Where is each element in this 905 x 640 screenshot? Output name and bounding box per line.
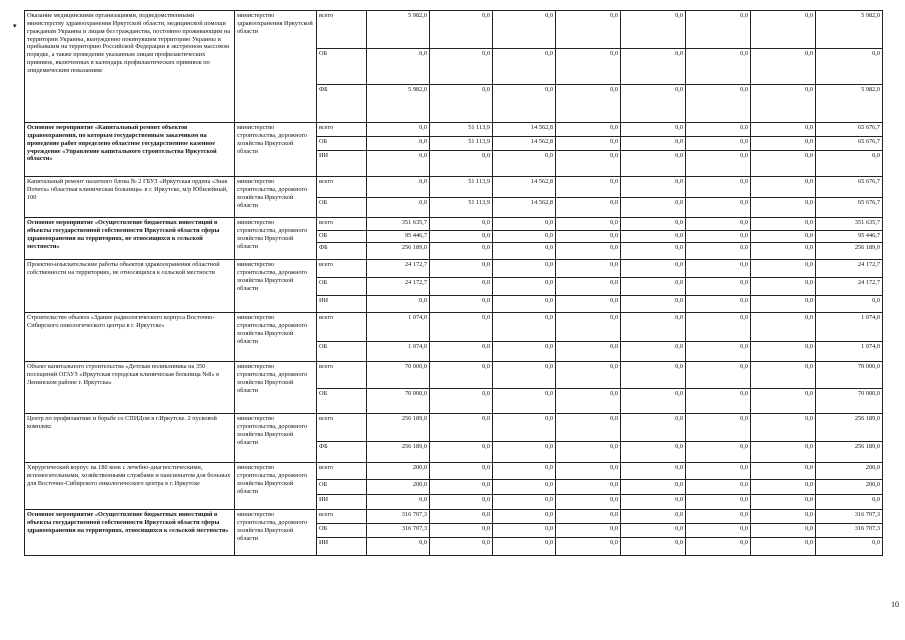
funding-source: всего (317, 260, 367, 278)
value-cell: 70 000,0 (367, 389, 430, 414)
value-cell: 0,0 (556, 137, 621, 151)
total-value-cell: 24 172,7 (816, 278, 883, 296)
funding-source: ИИ (317, 296, 367, 313)
value-cell: 0,0 (556, 538, 621, 556)
funding-source: ОБ (317, 198, 367, 218)
value-cell: 0,0 (367, 123, 430, 137)
value-cell: 0,0 (430, 480, 493, 495)
value-cell: 0,0 (493, 231, 556, 243)
value-cell: 0,0 (751, 510, 816, 524)
value-cell: 0,0 (556, 414, 621, 442)
responsible-executor: министерство строительства, дорожного хозяйства Иркутской области (235, 510, 317, 556)
value-cell: 5 982,0 (367, 85, 430, 123)
value-cell: 0,0 (556, 278, 621, 296)
value-cell: 0,0 (430, 414, 493, 442)
value-cell: 0,0 (430, 49, 493, 85)
value-cell: 0,0 (686, 442, 751, 463)
activity-description: Оказание медицинскими организациями, подведомственными министерству здравоохранения Иркутской области, медицинской помощи гражданам Украины и лицам без гражданства, постоянно проживающим на территории Украины, вынужденно покинувшим территорию Украины и прибывшим на территорию Российской Федерации в экстренном массовом порядке, а также проведение указанным лицам профилактических прививок, включенных в календарь профилактических прививок по эпидемическим показаниям (25, 11, 235, 123)
value-cell: 0,0 (367, 151, 430, 177)
value-cell: 0,0 (493, 85, 556, 123)
value-cell: 0,0 (686, 495, 751, 510)
value-cell: 1 074,0 (367, 313, 430, 342)
value-cell: 316 707,3 (367, 524, 430, 538)
value-cell: 256 189,0 (367, 414, 430, 442)
responsible-executor: министерство строительства, дорожного хозяйства Иркутской области (235, 123, 317, 177)
value-cell: 0,0 (367, 198, 430, 218)
value-cell: 0,0 (621, 463, 686, 480)
value-cell: 0,0 (751, 463, 816, 480)
value-cell: 0,0 (751, 524, 816, 538)
value-cell: 0,0 (430, 510, 493, 524)
value-cell: 0,0 (686, 524, 751, 538)
value-cell: 14 562,8 (493, 137, 556, 151)
value-cell: 0,0 (621, 510, 686, 524)
value-cell: 0,0 (367, 495, 430, 510)
total-value-cell: 256 189,0 (816, 442, 883, 463)
value-cell: 0,0 (621, 137, 686, 151)
activity-description: Основное мероприятие «Капитальный ремонт объектов здравоохранения, по которым государственным заказчиком на проведение работ определено областное государственное казенное учреждение «Управление капитального строительства Иркутской области» (25, 123, 235, 177)
value-cell: 14 562,8 (493, 198, 556, 218)
funding-source: всего (317, 218, 367, 231)
funding-source: ОБ (317, 137, 367, 151)
activity-description: Основное мероприятие «Осуществление бюджетных инвестиций в объекты государственной собственности Иркутской области сферы здравоохранения на территориях, не относящихся к сельской местности» (25, 218, 235, 260)
value-cell: 0,0 (493, 362, 556, 389)
value-cell: 0,0 (621, 85, 686, 123)
value-cell: 0,0 (556, 231, 621, 243)
budget-table-body (25, 11, 883, 556)
value-cell: 0,0 (621, 296, 686, 313)
value-cell: 0,0 (621, 123, 686, 137)
value-cell: 0,0 (751, 342, 816, 362)
total-value-cell: 5 982,0 (816, 11, 883, 49)
value-cell: 0,0 (556, 342, 621, 362)
value-cell: 0,0 (556, 510, 621, 524)
funding-source: всего (317, 414, 367, 442)
value-cell: 24 172,7 (367, 278, 430, 296)
value-cell: 0,0 (686, 151, 751, 177)
funding-source: ИИ (317, 151, 367, 177)
value-cell: 0,0 (621, 538, 686, 556)
value-cell: 0,0 (430, 463, 493, 480)
activity-description: Проектно-изыскательские работы объектов здравоохранения областной собственности на территориях, не относящихся к сельской местности (25, 260, 235, 313)
value-cell: 0,0 (430, 243, 493, 260)
value-cell: 0,0 (556, 198, 621, 218)
value-cell: 0,0 (686, 389, 751, 414)
value-cell: 0,0 (430, 313, 493, 342)
value-cell: 0,0 (493, 11, 556, 49)
value-cell: 0,0 (751, 177, 816, 198)
funding-source: ФБ (317, 442, 367, 463)
value-cell: 0,0 (556, 49, 621, 85)
value-cell: 200,0 (367, 480, 430, 495)
table-row (25, 177, 883, 198)
value-cell: 0,0 (621, 389, 686, 414)
total-value-cell: 200,0 (816, 480, 883, 495)
funding-source: всего (317, 313, 367, 342)
value-cell: 14 562,8 (493, 177, 556, 198)
value-cell: 0,0 (751, 123, 816, 137)
value-cell: 0,0 (686, 362, 751, 389)
value-cell: 0,0 (556, 151, 621, 177)
responsible-executor: министерство строительства, дорожного хозяйства Иркутской области (235, 177, 317, 218)
funding-source: всего (317, 362, 367, 389)
total-value-cell: 0,0 (816, 538, 883, 556)
total-value-cell: 0,0 (816, 296, 883, 313)
activity-description: Хирургический корпус на 180 коек с лечебно-диагностическими, вспомогательными, хозяйственными службами и пансионатом для больных для Восточно-Сибирского онкологического центра в г. Иркутске (25, 463, 235, 510)
value-cell: 0,0 (556, 11, 621, 49)
total-value-cell: 0,0 (816, 495, 883, 510)
funding-source: ИИ (317, 538, 367, 556)
total-value-cell: 5 982,0 (816, 85, 883, 123)
value-cell: 0,0 (686, 123, 751, 137)
table-row (25, 260, 883, 278)
value-cell: 0,0 (493, 313, 556, 342)
funding-source: ОБ (317, 524, 367, 538)
value-cell: 0,0 (686, 177, 751, 198)
value-cell: 5 982,0 (367, 11, 430, 49)
value-cell: 51 113,9 (430, 198, 493, 218)
responsible-executor: министерство строительства, дорожного хозяйства Иркутской области (235, 260, 317, 313)
value-cell: 0,0 (621, 495, 686, 510)
value-cell: 0,0 (686, 260, 751, 278)
value-cell: 0,0 (751, 231, 816, 243)
value-cell: 0,0 (751, 389, 816, 414)
total-value-cell: 24 172,7 (816, 260, 883, 278)
funding-source: ОБ (317, 49, 367, 85)
value-cell: 0,0 (556, 243, 621, 260)
funding-source: всего (317, 11, 367, 49)
value-cell: 0,0 (556, 177, 621, 198)
value-cell: 0,0 (493, 538, 556, 556)
value-cell: 256 189,0 (367, 442, 430, 463)
value-cell: 0,0 (686, 480, 751, 495)
value-cell: 0,0 (430, 296, 493, 313)
value-cell: 0,0 (686, 198, 751, 218)
value-cell: 256 189,0 (367, 243, 430, 260)
value-cell: 0,0 (751, 313, 816, 342)
total-value-cell: 316 707,3 (816, 510, 883, 524)
value-cell: 51 113,9 (430, 177, 493, 198)
table-row (25, 218, 883, 231)
page-number: 10 (891, 600, 899, 609)
value-cell: 0,0 (493, 342, 556, 362)
value-cell: 0,0 (686, 85, 751, 123)
value-cell: 24 172,7 (367, 260, 430, 278)
value-cell: 0,0 (621, 151, 686, 177)
total-value-cell: 256 189,0 (816, 243, 883, 260)
total-value-cell: 65 676,7 (816, 177, 883, 198)
value-cell: 0,0 (556, 313, 621, 342)
value-cell: 0,0 (493, 510, 556, 524)
activity-description: Объект капитального строительства «Детская поликлиника на 350 посещений ОГАУЗ «Иркутская городская клиническая больница №8» в Ленинском районе г. Иркутска» (25, 362, 235, 414)
value-cell: 0,0 (686, 414, 751, 442)
value-cell: 0,0 (367, 296, 430, 313)
value-cell: 0,0 (751, 243, 816, 260)
table-row (25, 11, 883, 49)
value-cell: 0,0 (556, 389, 621, 414)
value-cell: 0,0 (493, 49, 556, 85)
funding-source: ОБ (317, 231, 367, 243)
value-cell: 0,0 (751, 414, 816, 442)
table-row (25, 463, 883, 480)
value-cell: 0,0 (556, 524, 621, 538)
value-cell: 0,0 (556, 85, 621, 123)
value-cell: 0,0 (751, 85, 816, 123)
value-cell: 0,0 (556, 362, 621, 389)
value-cell: 0,0 (430, 342, 493, 362)
value-cell: 14 562,8 (493, 123, 556, 137)
value-cell: 0,0 (493, 278, 556, 296)
value-cell: 0,0 (751, 198, 816, 218)
value-cell: 0,0 (430, 389, 493, 414)
table-row (25, 362, 883, 389)
value-cell: 0,0 (430, 442, 493, 463)
responsible-executor: министерство строительства, дорожного хозяйства Иркутской области (235, 463, 317, 510)
value-cell: 0,0 (751, 495, 816, 510)
value-cell: 0,0 (621, 278, 686, 296)
activity-description: Центр по профилактике и борьбе со СПИДом в г.Иркутске. 2 пусковой комплекс (25, 414, 235, 463)
value-cell: 0,0 (751, 137, 816, 151)
value-cell: 200,0 (367, 463, 430, 480)
total-value-cell: 65 676,7 (816, 137, 883, 151)
value-cell: 0,0 (751, 278, 816, 296)
value-cell: 0,0 (751, 480, 816, 495)
value-cell: 0,0 (751, 296, 816, 313)
activity-description: Основное мероприятие «Осуществление бюджетных инвестиций в объекты государственной собственности Иркутской области сферы здравоохранения на территориях, относящихся к сельской местности» (25, 510, 235, 556)
value-cell: 0,0 (621, 414, 686, 442)
value-cell: 0,0 (686, 137, 751, 151)
activity-description: Строительство объекта «Здание радиологического корпуса Восточно-Сибирского онкологического центра в г. Иркутске» (25, 313, 235, 362)
value-cell: 0,0 (430, 85, 493, 123)
value-cell: 0,0 (556, 218, 621, 231)
table-row (25, 313, 883, 342)
funding-source: всего (317, 510, 367, 524)
value-cell: 0,0 (493, 389, 556, 414)
value-cell: 0,0 (686, 243, 751, 260)
table-row (25, 510, 883, 524)
value-cell: 0,0 (430, 11, 493, 49)
table-row (25, 414, 883, 442)
value-cell: 0,0 (430, 362, 493, 389)
value-cell: 0,0 (686, 278, 751, 296)
funding-source: ФБ (317, 85, 367, 123)
value-cell: 0,0 (493, 218, 556, 231)
value-cell: 0,0 (367, 49, 430, 85)
total-value-cell: 351 635,7 (816, 218, 883, 231)
value-cell: 0,0 (556, 260, 621, 278)
total-value-cell: 70 000,0 (816, 389, 883, 414)
value-cell: 0,0 (751, 260, 816, 278)
total-value-cell: 0,0 (816, 49, 883, 85)
value-cell: 0,0 (751, 538, 816, 556)
activity-description: Капитальный ремонт палатного блока № 2 ГБУЗ «Иркутская ордена «Знак Почета» областная клиническая больница» в г. Иркутске, м/р Юбилейный, 100 (25, 177, 235, 218)
value-cell: 0,0 (621, 243, 686, 260)
value-cell: 0,0 (493, 414, 556, 442)
value-cell: 0,0 (751, 218, 816, 231)
table-row (25, 123, 883, 137)
value-cell: 0,0 (493, 495, 556, 510)
responsible-executor: министерство строительства, дорожного хозяйства Иркутской области (235, 414, 317, 463)
value-cell: 0,0 (493, 480, 556, 495)
funding-source: ФБ (317, 243, 367, 260)
funding-source: всего (317, 463, 367, 480)
value-cell: 0,0 (686, 218, 751, 231)
value-cell: 0,0 (493, 151, 556, 177)
value-cell: 0,0 (621, 362, 686, 389)
value-cell: 0,0 (556, 463, 621, 480)
value-cell: 1 074,0 (367, 342, 430, 362)
value-cell: 0,0 (367, 137, 430, 151)
value-cell: 0,0 (556, 495, 621, 510)
value-cell: 0,0 (751, 11, 816, 49)
value-cell: 0,0 (430, 495, 493, 510)
value-cell: 0,0 (621, 342, 686, 362)
total-value-cell: 256 189,0 (816, 414, 883, 442)
value-cell: 0,0 (430, 538, 493, 556)
value-cell: 351 635,7 (367, 218, 430, 231)
value-cell: 0,0 (430, 218, 493, 231)
total-value-cell: 1 074,0 (816, 342, 883, 362)
value-cell: 0,0 (493, 442, 556, 463)
value-cell: 0,0 (556, 296, 621, 313)
value-cell: 0,0 (686, 49, 751, 85)
value-cell: 51 113,9 (430, 137, 493, 151)
value-cell: 0,0 (621, 313, 686, 342)
total-value-cell: 95 446,7 (816, 231, 883, 243)
value-cell: 0,0 (621, 218, 686, 231)
funding-source: ОБ (317, 278, 367, 296)
responsible-executor: министерство здравоохранения Иркутской области (235, 11, 317, 123)
margin-mark: ▾ (13, 22, 17, 30)
value-cell: 51 113,9 (430, 123, 493, 137)
value-cell: 0,0 (621, 442, 686, 463)
value-cell: 0,0 (621, 49, 686, 85)
value-cell: 0,0 (493, 463, 556, 480)
total-value-cell: 65 676,7 (816, 198, 883, 218)
value-cell: 0,0 (556, 442, 621, 463)
budget-table (24, 10, 883, 556)
value-cell: 0,0 (686, 538, 751, 556)
value-cell: 0,0 (556, 123, 621, 137)
value-cell: 0,0 (621, 524, 686, 538)
value-cell: 0,0 (621, 480, 686, 495)
value-cell: 316 707,3 (367, 510, 430, 524)
value-cell: 0,0 (493, 296, 556, 313)
total-value-cell: 70 000,0 (816, 362, 883, 389)
value-cell: 0,0 (367, 177, 430, 198)
total-value-cell: 200,0 (816, 463, 883, 480)
value-cell: 70 000,0 (367, 362, 430, 389)
value-cell: 0,0 (430, 231, 493, 243)
value-cell: 0,0 (686, 342, 751, 362)
value-cell: 0,0 (751, 49, 816, 85)
total-value-cell: 0,0 (816, 151, 883, 177)
value-cell: 0,0 (493, 524, 556, 538)
value-cell: 0,0 (686, 296, 751, 313)
value-cell: 0,0 (686, 510, 751, 524)
value-cell: 0,0 (493, 260, 556, 278)
funding-source: ОБ (317, 342, 367, 362)
funding-source: всего (317, 123, 367, 137)
value-cell: 0,0 (556, 480, 621, 495)
responsible-executor: министерство строительства, дорожного хозяйства Иркутской области (235, 313, 317, 362)
value-cell: 0,0 (686, 463, 751, 480)
value-cell: 0,0 (751, 151, 816, 177)
value-cell: 0,0 (621, 177, 686, 198)
total-value-cell: 65 676,7 (816, 123, 883, 137)
funding-source: ОБ (317, 480, 367, 495)
total-value-cell: 316 707,3 (816, 524, 883, 538)
responsible-executor: министерство строительства, дорожного хозяйства Иркутской области (235, 218, 317, 260)
value-cell: 0,0 (430, 524, 493, 538)
funding-source: ИИ (317, 495, 367, 510)
value-cell: 0,0 (621, 11, 686, 49)
value-cell: 0,0 (493, 243, 556, 260)
value-cell: 0,0 (430, 278, 493, 296)
funding-source: ОБ (317, 389, 367, 414)
value-cell: 0,0 (367, 538, 430, 556)
value-cell: 0,0 (621, 260, 686, 278)
value-cell: 0,0 (686, 11, 751, 49)
value-cell: 0,0 (751, 362, 816, 389)
value-cell: 95 446,7 (367, 231, 430, 243)
funding-source: всего (317, 177, 367, 198)
value-cell: 0,0 (686, 313, 751, 342)
value-cell: 0,0 (621, 231, 686, 243)
value-cell: 0,0 (430, 260, 493, 278)
value-cell: 0,0 (751, 442, 816, 463)
responsible-executor: министерство строительства, дорожного хозяйства Иркутской области (235, 362, 317, 414)
value-cell: 0,0 (686, 231, 751, 243)
total-value-cell: 1 074,0 (816, 313, 883, 342)
value-cell: 0,0 (621, 198, 686, 218)
value-cell: 0,0 (430, 151, 493, 177)
